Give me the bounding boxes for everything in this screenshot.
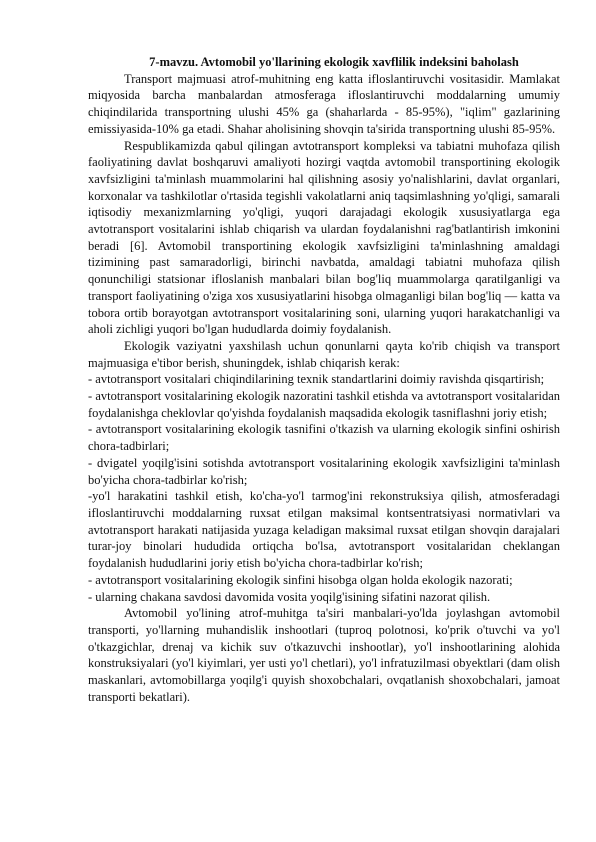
list-item: - ularning chakana savdosi davomida vosita yoqilg'isining sifatini nazorat qilish.: [88, 589, 491, 604]
list-item: - avtotransport vositalarining ekologik tasnifini o'tkazish va ularning ekologik sinfini oshirish chora-tadbirlari;: [88, 422, 560, 454]
list-item: - avtotransport vositalarining ekologik nazoratini tashkil etishda va avtotransport vositalaridan foydalanishga cheklovlar qo'yishda foydalanish maqsadida ekologik tasniflashni joriy etish;: [88, 389, 560, 420]
paragraph-state-management: Respublikamizda qabul qilingan avtotransport kompleksi va tabiatni muhofaza qilish faoliyatining davlat boshqaruvi amaliyoti hozirgi vaqtda avtomobil transportining ekologik xavfsizligini ta'minlash muammolarini hal qilishning asosiy yo'nalishlarini, davlat organlari, korxonalar va tashkilotlar o'rtasida tegishli vakolatlarni aniq taqsimlashning yo'qligi, samarali iqtisodiy mexanizmlarning yo'qligi, yuqori darajadagi ekologik xususiyatlarga ega avtotransport vositalarini ishlab chiqarish va ulardan foydalanishni rag'batlantirish imkonini beradi [6]. Avtomobil transportining ekologik xavfsizligini ta'minlashning amaldagi tizimining past samaradorligi, birinchi navbatda, amaldagi tabiatni muhofaza qilish qonunchiligi statsionar ifloslanish manbalari bilan bog'liq muammolarga qaratilganligi va transport faoliyatining o'ziga xos xususiyatlarini hisobga olmaganligi bilan bog'liq — katta va tobora ortib borayotgan avtotransport vositalarining soni, ularning yuqori harakatchanligi va aholi zichligi yuqori bo'lgan hududlarda doimiy foydalanish.: [88, 138, 560, 337]
list-item: - avtotransport vositalari chiqindilarining texnik standartlarini doimiy ravishda qisqartirish;: [88, 372, 545, 387]
document-title: 7-mavzu. Avtomobil yo'llarining ekologik xavflilik indeksini baholash: [149, 55, 519, 69]
list-item: -yo'l harakatini tashkil etish, ko'cha-yo'l tarmog'ini rekonstruksiya qilish, atmosferadagi ifloslantiruvchi moddalarning ruxsat etilgan maksimal kontsentratsiyasi normativlari va avtotransport harakati natijasida yuzaga keladigan maksimal ruxsat etilgan shovqin darajalari turar-joy binolari hududida ortiqcha bo'lsa, avtotransport vositalaridan cheklangan foydalanish hududlarini joriy etish bo'yicha chora-tadbirlar ko'rish;: [88, 489, 560, 571]
paragraph-measures-intro: Ekologik vaziyatni yaxshilash uchun qonunlarni qayta ko'rib chiqish va transport majmuasiga e'tibor berish, shuningdek, ishlab chiqarish kerak:: [88, 338, 560, 370]
list-item: - dvigatel yoqilg'isini sotishda avtotransport vositalarining ekologik xavfsizligini ta'minlash bo'yicha chora-tadbirlar ko'rish;: [88, 455, 560, 487]
document-page: [88, 54, 560, 705]
list-item: - avtotransport vositalarining ekologik sinfini hisobga olgan holda ekologik nazorati;: [88, 572, 513, 587]
paragraph-transport-share: Transport majmuasi atrof-muhitning eng katta ifloslantiruvchi vositasidir. Mamlakat miqyosida barcha manbalardan atmosferaga ifloslantiruvchi moddalarning umumiy chiqindilarida transportning ulushi 45% ga (shaharlarda - 85-95%), "iqlim" gazlarining emissiyasida-10% ga etadi. Shahar aholisining shovqin ta'sirida transportning ulushi 85-95%.: [88, 71, 560, 136]
paragraph-road-impact-sources: Avtomobil yo'lining atrof-muhitga ta'siri manbalari-yo'lda joylashgan avtomobil transporti, yo'llarning muhandislik inshootlari (tuproq polotnosi, ko'prik o'tuvchi va yo'l o'tkazgichlar, drenaj va kichik suv o'tkazuvchi inshootlar), yo'l inshootlarining alohida konstruksiyalari (yo'l kiyimlari, yer usti yo'l chetlari), yo'l infratuzilmasi obyektlari (dam olish maskanlari, avtomobillarga yoqilg'i quyish shoxobchalari, ovqatlanish shoxobchalari, jamoat transporti bekatlari).: [88, 606, 560, 704]
